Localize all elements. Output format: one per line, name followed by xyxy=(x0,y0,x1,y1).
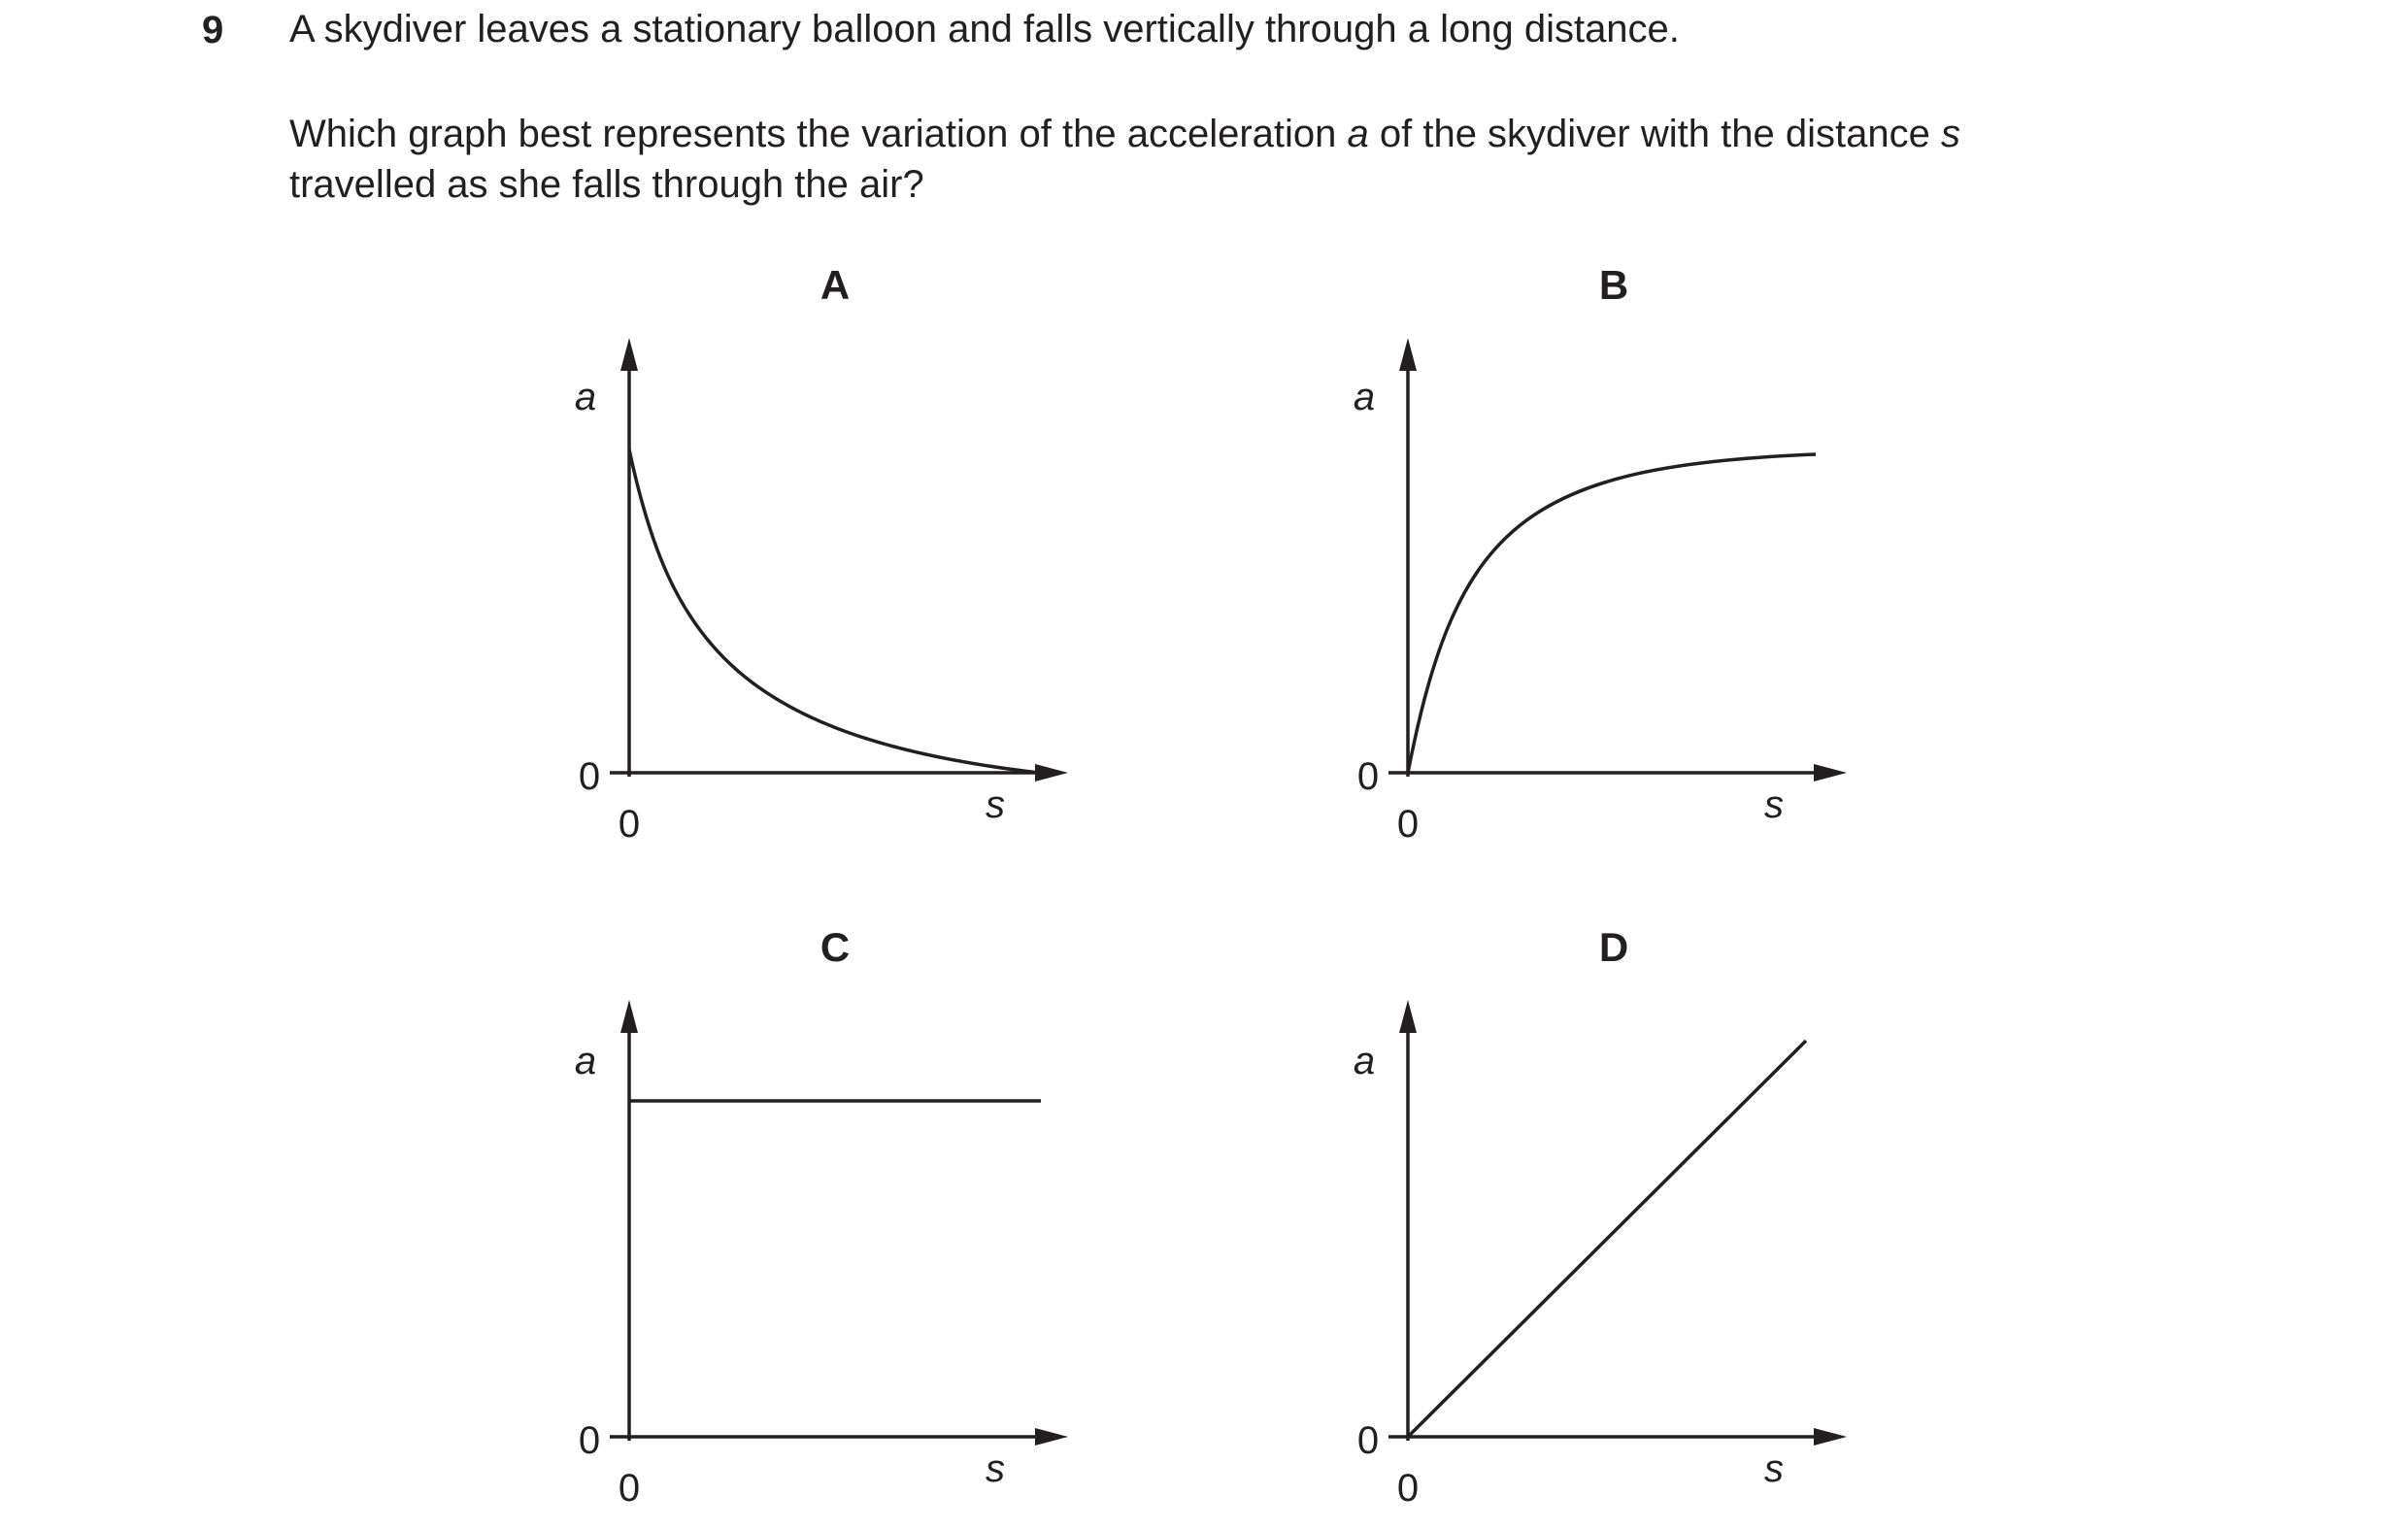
graph-c-y-arrow-icon xyxy=(620,1000,638,1033)
graph-b-y-arrow-icon xyxy=(1399,338,1417,371)
graph-option-d xyxy=(1354,924,1847,1510)
graph-option-b xyxy=(1354,262,1847,846)
graph-a-x-arrow-icon xyxy=(1035,764,1068,781)
graph-c-y-axis-label: a xyxy=(574,1040,597,1082)
graph-d-y-arrow-icon xyxy=(1399,1000,1417,1033)
graph-option-a xyxy=(575,262,1068,846)
question-intro: A skydiver leaves a stationary balloon and falls vertically through a long distance. xyxy=(289,8,1680,50)
graph-d-origin-x-label: 0 xyxy=(1396,1467,1420,1510)
graph-a-y-axis-label: a xyxy=(574,376,597,418)
graph-option-c xyxy=(575,924,1068,1510)
graph-b-origin-y-label: 0 xyxy=(1356,755,1380,798)
prompt-text-middle: of the skydiver with the distance xyxy=(1368,113,1941,155)
graph-b-label: B xyxy=(1598,262,1629,308)
graph-d-x-axis-label: s xyxy=(1764,1447,1784,1490)
graph-b-y-axis-label: a xyxy=(1353,376,1376,418)
graph-c-origin-y-label: 0 xyxy=(578,1419,601,1462)
prompt-variable-a: a xyxy=(1347,113,1369,155)
graph-a-origin-y-label: 0 xyxy=(578,755,601,798)
graph-c-label: C xyxy=(819,924,851,970)
prompt-text-start: Which graph best represents the variation of the acceleration xyxy=(289,113,1348,155)
graph-a-origin-x-label: 0 xyxy=(618,803,641,846)
prompt-variable-s: s xyxy=(1940,113,1960,155)
graph-c-x-axis-label: s xyxy=(986,1447,1005,1490)
graph-d-curve xyxy=(1408,1041,1806,1437)
graph-d-label: D xyxy=(1598,924,1629,970)
question-prompt-line-2: travelled as she falls through the air? xyxy=(289,163,924,206)
graph-b-curve xyxy=(1408,454,1816,773)
graph-a-y-arrow-icon xyxy=(620,338,638,371)
graph-d-x-arrow-icon xyxy=(1814,1428,1847,1446)
graph-d-y-axis-label: a xyxy=(1353,1040,1376,1082)
graph-a-label: A xyxy=(819,262,851,308)
graph-b-x-axis-label: s xyxy=(1764,783,1784,826)
graph-c-origin-x-label: 0 xyxy=(618,1467,641,1510)
graph-b-origin-x-label: 0 xyxy=(1396,803,1420,846)
graph-c-x-arrow-icon xyxy=(1035,1428,1068,1446)
graph-a-curve xyxy=(629,449,1039,773)
graph-b-x-arrow-icon xyxy=(1814,764,1847,781)
graph-d-origin-y-label: 0 xyxy=(1356,1419,1380,1462)
graph-a-x-axis-label: s xyxy=(986,783,1005,826)
question-number: 9 xyxy=(202,9,224,51)
